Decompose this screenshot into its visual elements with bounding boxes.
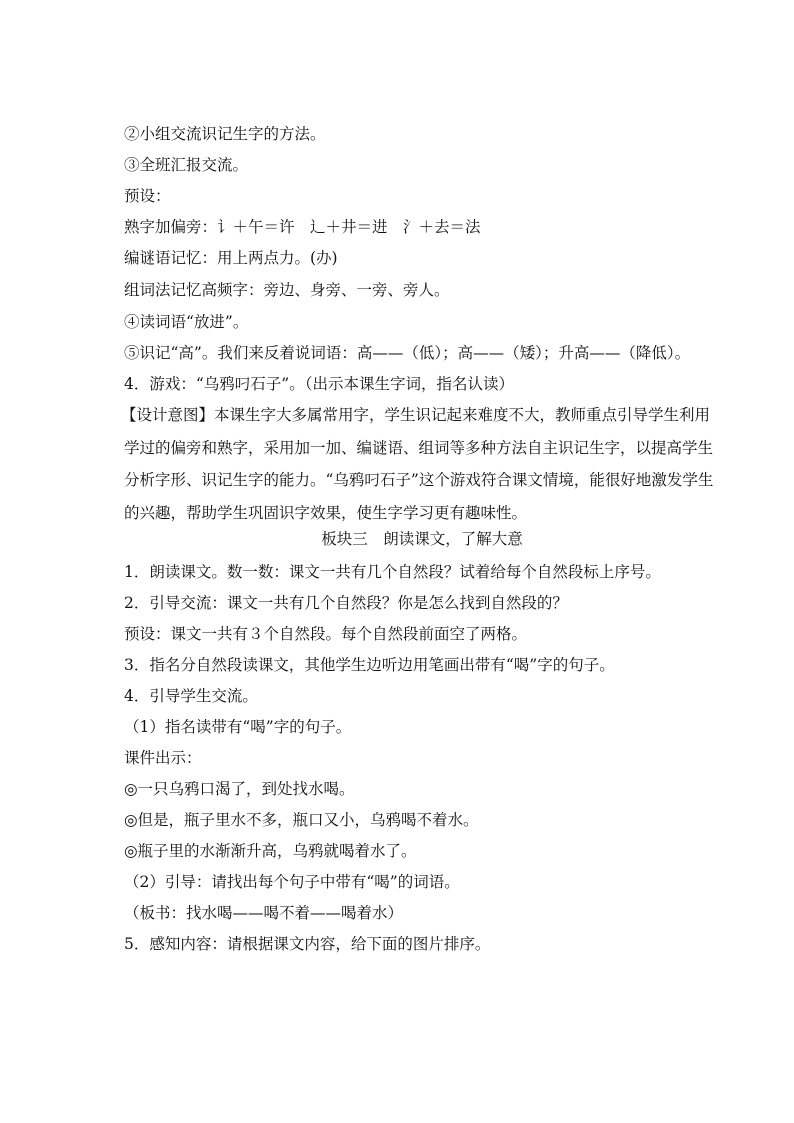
text-line: ④读词语“放进”。 [124, 313, 249, 331]
text-line: 预设： [124, 187, 171, 205]
text-line: 2．引导交流：课文一共有几个自然段？你是怎么找到自然段的？ [124, 594, 568, 612]
text-line: 1．朗读课文。数一数：课文一共有几个自然段？试着给每个自然段标上序号。 [124, 563, 661, 581]
design-intent-paragraph: 【设计意图】本课生字大多属常用字，学生识记起来难度不大，教师重点引导学生利用学过的偏旁和熟字，采用加一加、编谜语、组词等多种方法自主识记生字，以提高学生分析字形、识记生字的能力。“乌鸦叼石子”这个游戏符合课文情境，能很好地激发学生的兴趣，帮助学生巩固识字效果，使生字学习更有趣味性。 [121, 406, 714, 522]
text-line: （2）引导：请找出每个句子中带有“喝”的词语。 [124, 873, 460, 891]
text-line: 编谜语记忆：用上两点力。(办) [124, 249, 338, 267]
text-line: 组词法记忆高频字：旁边、身旁、一旁、旁人。 [124, 281, 450, 299]
text-line: 5．感知内容：请根据课文内容，给下面的图片排序。 [124, 935, 491, 953]
text-line: ◎一只乌鸦口渴了，到处找水喝。 [124, 780, 355, 798]
text-line: 4．游戏：“乌鸦叼石子”。（出示本课生字词，指名认读） [124, 375, 514, 393]
text-line: 预设：课文一共有３个自然段。每个自然段前面空了两格。 [124, 625, 528, 643]
text-line: 4．引导学生交流。 [124, 687, 258, 705]
text-line: （1）指名读带有“喝”字的句子。 [124, 718, 352, 736]
text-line: ◎但是，瓶子里水不多，瓶口又小，乌鸦喝不着水。 [124, 811, 479, 829]
text-line: （板书：找水喝——喝不着——喝着水） [124, 904, 404, 922]
text-line: ③全班汇报交流。 [124, 156, 249, 174]
text-line: 熟字加偏旁：讠＋午＝许 ⻌＋井＝进 氵＋去＝法 [124, 218, 481, 236]
text-line: ⑤识记“高”。我们来反着说词语：高——（低）；高——（矮）；升高——（降低）。 [124, 344, 691, 362]
text-line: 课件出示： [124, 749, 202, 767]
section-title: 板块三 朗读课文，了解大意 [321, 530, 523, 548]
text-line: ②小组交流识记生字的方法。 [124, 125, 326, 143]
text-line: ◎瓶子里的水渐渐升高，乌鸦就喝着水了。 [124, 842, 417, 860]
text-line: 3．指名分自然段读课文，其他学生边听边用笔画出带有“喝”字的句子。 [124, 656, 615, 674]
